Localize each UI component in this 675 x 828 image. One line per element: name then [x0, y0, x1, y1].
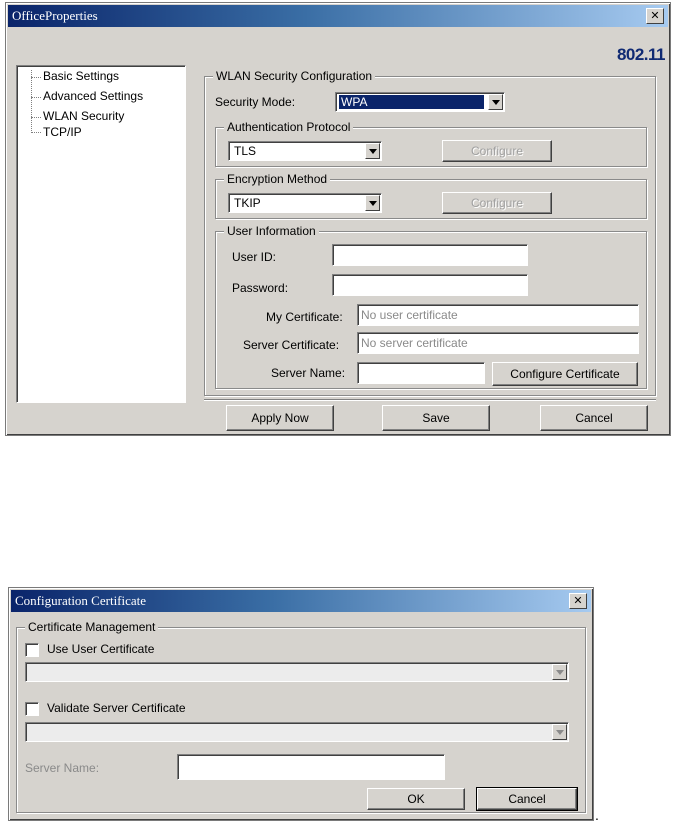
chevron-down-icon[interactable]: [552, 724, 567, 740]
tree-connector: [31, 132, 41, 133]
my-certificate-label: My Certificate:: [266, 310, 343, 324]
password-label: Password:: [232, 281, 289, 295]
security-mode-label: Security Mode:: [215, 95, 296, 109]
configuration-certificate-window: [8, 587, 594, 821]
configuration-certificate-titlebar[interactable]: [11, 590, 591, 612]
user-id-label: User ID:: [232, 250, 277, 264]
brand-logo: 802.11: [616, 45, 665, 64]
ok-button[interactable]: OK: [367, 788, 465, 810]
certificate-management-legend: Certificate Management: [25, 620, 158, 634]
tree-connector: [31, 117, 41, 118]
auth-configure-button[interactable]: Configure: [442, 140, 552, 162]
cancel-button[interactable]: Cancel: [540, 405, 648, 431]
password-input[interactable]: [332, 274, 528, 296]
bottom-separator: [204, 399, 656, 401]
settings-tree: [16, 65, 186, 403]
auth-protocol-group: [215, 120, 647, 167]
my-certificate-field: No user certificate: [357, 304, 639, 326]
cert-cancel-button[interactable]: Cancel: [477, 788, 577, 810]
tree-item-basic-settings[interactable]: Basic Settings: [43, 69, 120, 83]
security-mode-select[interactable]: [335, 92, 505, 112]
cert-server-name-input[interactable]: [177, 754, 445, 780]
encryption-configure-button[interactable]: Configure: [442, 192, 552, 214]
certificate-management-group: [16, 620, 586, 813]
cert-server-name-label: Server Name:: [25, 761, 100, 775]
auth-protocol-legend: Authentication Protocol: [224, 120, 353, 134]
user-certificate-value: [29, 665, 548, 679]
user-information-legend: User Information: [224, 224, 319, 238]
window-title: OfficeProperties: [12, 8, 98, 23]
chevron-down-icon[interactable]: [365, 143, 380, 159]
validate-server-certificate-checkbox[interactable]: [25, 702, 39, 716]
tree-connector: [31, 70, 32, 131]
encryption-method-legend: Encryption Method: [224, 172, 330, 186]
tree-item-tcpip[interactable]: TCP/IP: [43, 125, 82, 139]
office-properties-window: [5, 2, 671, 436]
user-id-input[interactable]: [332, 244, 528, 266]
server-certificate-select[interactable]: [25, 722, 569, 742]
encryption-method-value: TKIP: [234, 196, 261, 210]
auth-protocol-select[interactable]: [228, 141, 382, 161]
close-icon[interactable]: [646, 8, 664, 24]
tree-connector: [31, 77, 41, 78]
validate-server-certificate-label: Validate Server Certificate: [47, 701, 186, 715]
server-name-label: Server Name:: [271, 366, 346, 380]
office-properties-titlebar[interactable]: [8, 5, 668, 27]
encryption-method-group: [215, 172, 647, 219]
configure-certificate-button[interactable]: Configure Certificate: [492, 362, 638, 386]
wlan-security-legend: WLAN Security Configuration: [213, 69, 375, 83]
chevron-down-icon[interactable]: [365, 195, 380, 211]
security-mode-value: WPA: [339, 95, 484, 109]
chevron-down-icon[interactable]: [488, 94, 503, 110]
encryption-method-select[interactable]: [228, 193, 382, 213]
trailing-period: .: [595, 807, 599, 823]
server-name-input[interactable]: [357, 362, 485, 384]
server-certificate-field: No server certificate: [357, 332, 639, 354]
chevron-down-icon[interactable]: [552, 664, 567, 680]
server-certificate-label: Server Certificate:: [243, 338, 340, 352]
use-user-certificate-checkbox[interactable]: [25, 643, 39, 657]
apply-now-button[interactable]: Apply Now: [226, 405, 334, 431]
user-information-group: [215, 224, 647, 389]
cert-window-title: Configuration Certificate: [15, 593, 147, 608]
tree-connector: [31, 97, 41, 98]
wlan-security-group: [204, 69, 656, 396]
save-button[interactable]: Save: [382, 405, 490, 431]
close-icon[interactable]: [569, 593, 587, 609]
tree-item-wlan-security[interactable]: WLAN Security: [43, 109, 125, 123]
auth-protocol-value: TLS: [234, 144, 257, 158]
tree-item-advanced-settings[interactable]: Advanced Settings: [43, 89, 144, 103]
use-user-certificate-label: Use User Certificate: [47, 642, 155, 656]
server-certificate-value: [29, 725, 548, 739]
user-certificate-select[interactable]: [25, 662, 569, 682]
